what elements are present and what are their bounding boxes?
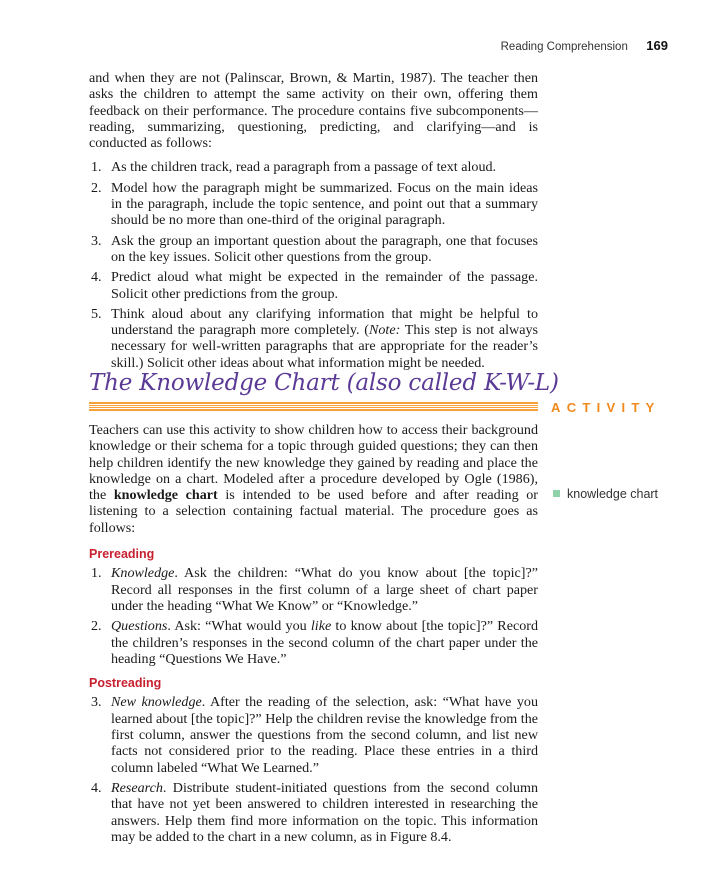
- kwl-paragraph: [89, 422, 538, 536]
- step-label: Research: [111, 779, 163, 796]
- step-text: This step is not always necessary for well-written paragraphs that are appropriate for the reader’s skill.) Solicit other ideas about what information might be needed.: [111, 322, 538, 371]
- postreading-list: [89, 694, 538, 845]
- key-term: knowledge chart: [113, 487, 218, 504]
- step-number: 2.: [91, 618, 102, 635]
- kwl-text: is intended to be used before and after reading or listening to a selection containing factual material. The procedure goes as follows:: [89, 487, 539, 536]
- activity-label: ACTIVITY: [551, 400, 661, 415]
- procedure-step: [89, 269, 538, 302]
- step-number: 1.: [91, 159, 102, 176]
- margin-term-text: knowledge chart: [567, 487, 659, 501]
- prereading-heading: Prereading: [89, 547, 155, 562]
- step-text: . Ask: “What would you: [167, 618, 311, 635]
- emphasis: like: [310, 618, 332, 635]
- procedure-step: [89, 233, 538, 266]
- step-number: 4.: [91, 269, 102, 286]
- prereading-step: [89, 618, 538, 667]
- step-number: 1.: [91, 565, 102, 582]
- procedure-list: [89, 159, 538, 371]
- step-number: 3.: [91, 232, 102, 249]
- prereading-list: [89, 565, 538, 667]
- running-head: [501, 37, 668, 55]
- intro-block: [89, 70, 538, 375]
- step-label: New knowledge: [111, 694, 202, 711]
- page-number: 169: [646, 38, 668, 53]
- step-text: Model how the paragraph might be summarized. Focus on the main ideas in the paragraph, include the topic sentence, and point out that a summary should be no more than one-third of the original paragraph.: [111, 179, 538, 229]
- step-text: As the children track, read a paragraph from a passage of text aloud.: [111, 159, 497, 176]
- intro-paragraph: and when they are not (Palinscar, Brown, & Martin, 1987). The teacher then asks the children to attempt the same activity on their own, offering them feedback on their performance. The procedure contains five subcomponents—reading, summarizing, questioning, predicting, and clarifying—and is conducted as follows:: [89, 70, 538, 152]
- postreading-step: [89, 780, 538, 845]
- step-text: Think aloud about any clarifying information that might be helpful to understand the paragraph more completely. (: [111, 305, 538, 339]
- step-text: . Ask the children: “What do you know about [the topic]?” Record all responses in the first column of a large sheet of chart paper under the heading “What We Know” or “Knowledge.”: [111, 565, 538, 614]
- step-number: 2.: [91, 179, 102, 196]
- kwl-block: [89, 422, 538, 849]
- step-number: 5.: [91, 305, 102, 322]
- postreading-step: [89, 694, 538, 775]
- step-text: Predict aloud what might be expected in the remainder of the passage. Solicit other predictions from the group.: [111, 269, 538, 302]
- postreading-heading: Postreading: [89, 676, 162, 691]
- procedure-step: [89, 306, 538, 371]
- procedure-step: [89, 180, 538, 229]
- step-number: 4.: [91, 779, 102, 796]
- section-rule: [89, 402, 538, 412]
- running-title: Reading Comprehension: [500, 41, 628, 53]
- step-label: Questions: [111, 618, 168, 635]
- step-label: Knowledge: [111, 565, 175, 582]
- step-text: to know about [the topic]?” Record the children’s responses in the second column of the chart paper under the heading “Questions We Have.”: [111, 618, 539, 667]
- section-title: The Knowledge Chart (also called K-W-L): [89, 370, 559, 396]
- margin-term: [553, 487, 658, 501]
- prereading-step: [89, 565, 538, 614]
- step-number: 3.: [91, 694, 102, 711]
- note-label: Note:: [368, 322, 401, 339]
- step-text: . Distribute student-initiated questions from the second column that have not yet been answered to children interested in researching the answers. Help them find more information on the topic. This information may be added to the chart in a new column, as in Figure 8.4.: [111, 779, 538, 845]
- step-text: Ask the group an important question about the paragraph, one that focuses on the key issues. Solicit other questions from the group.: [111, 232, 538, 265]
- step-text: . After the reading of the selection, ask: “What have you learned about [the topic]?” Help the children revise the knowledge from the first column, answer the questions from the second column, and list new facts not considered prior to the reading. Place these entries in a third column labeled “What We Learned.”: [111, 694, 538, 776]
- kwl-text: Teachers can use this activity to show children how to access their background knowledge or their schema for a topic through guided questions; they can then help children identify the new knowledge they gained by reading and place the knowledge on a chart. Modeled after a procedure developed by Ogle (1986), the: [89, 422, 538, 504]
- procedure-step: [89, 159, 538, 175]
- term-marker-icon: [553, 490, 560, 497]
